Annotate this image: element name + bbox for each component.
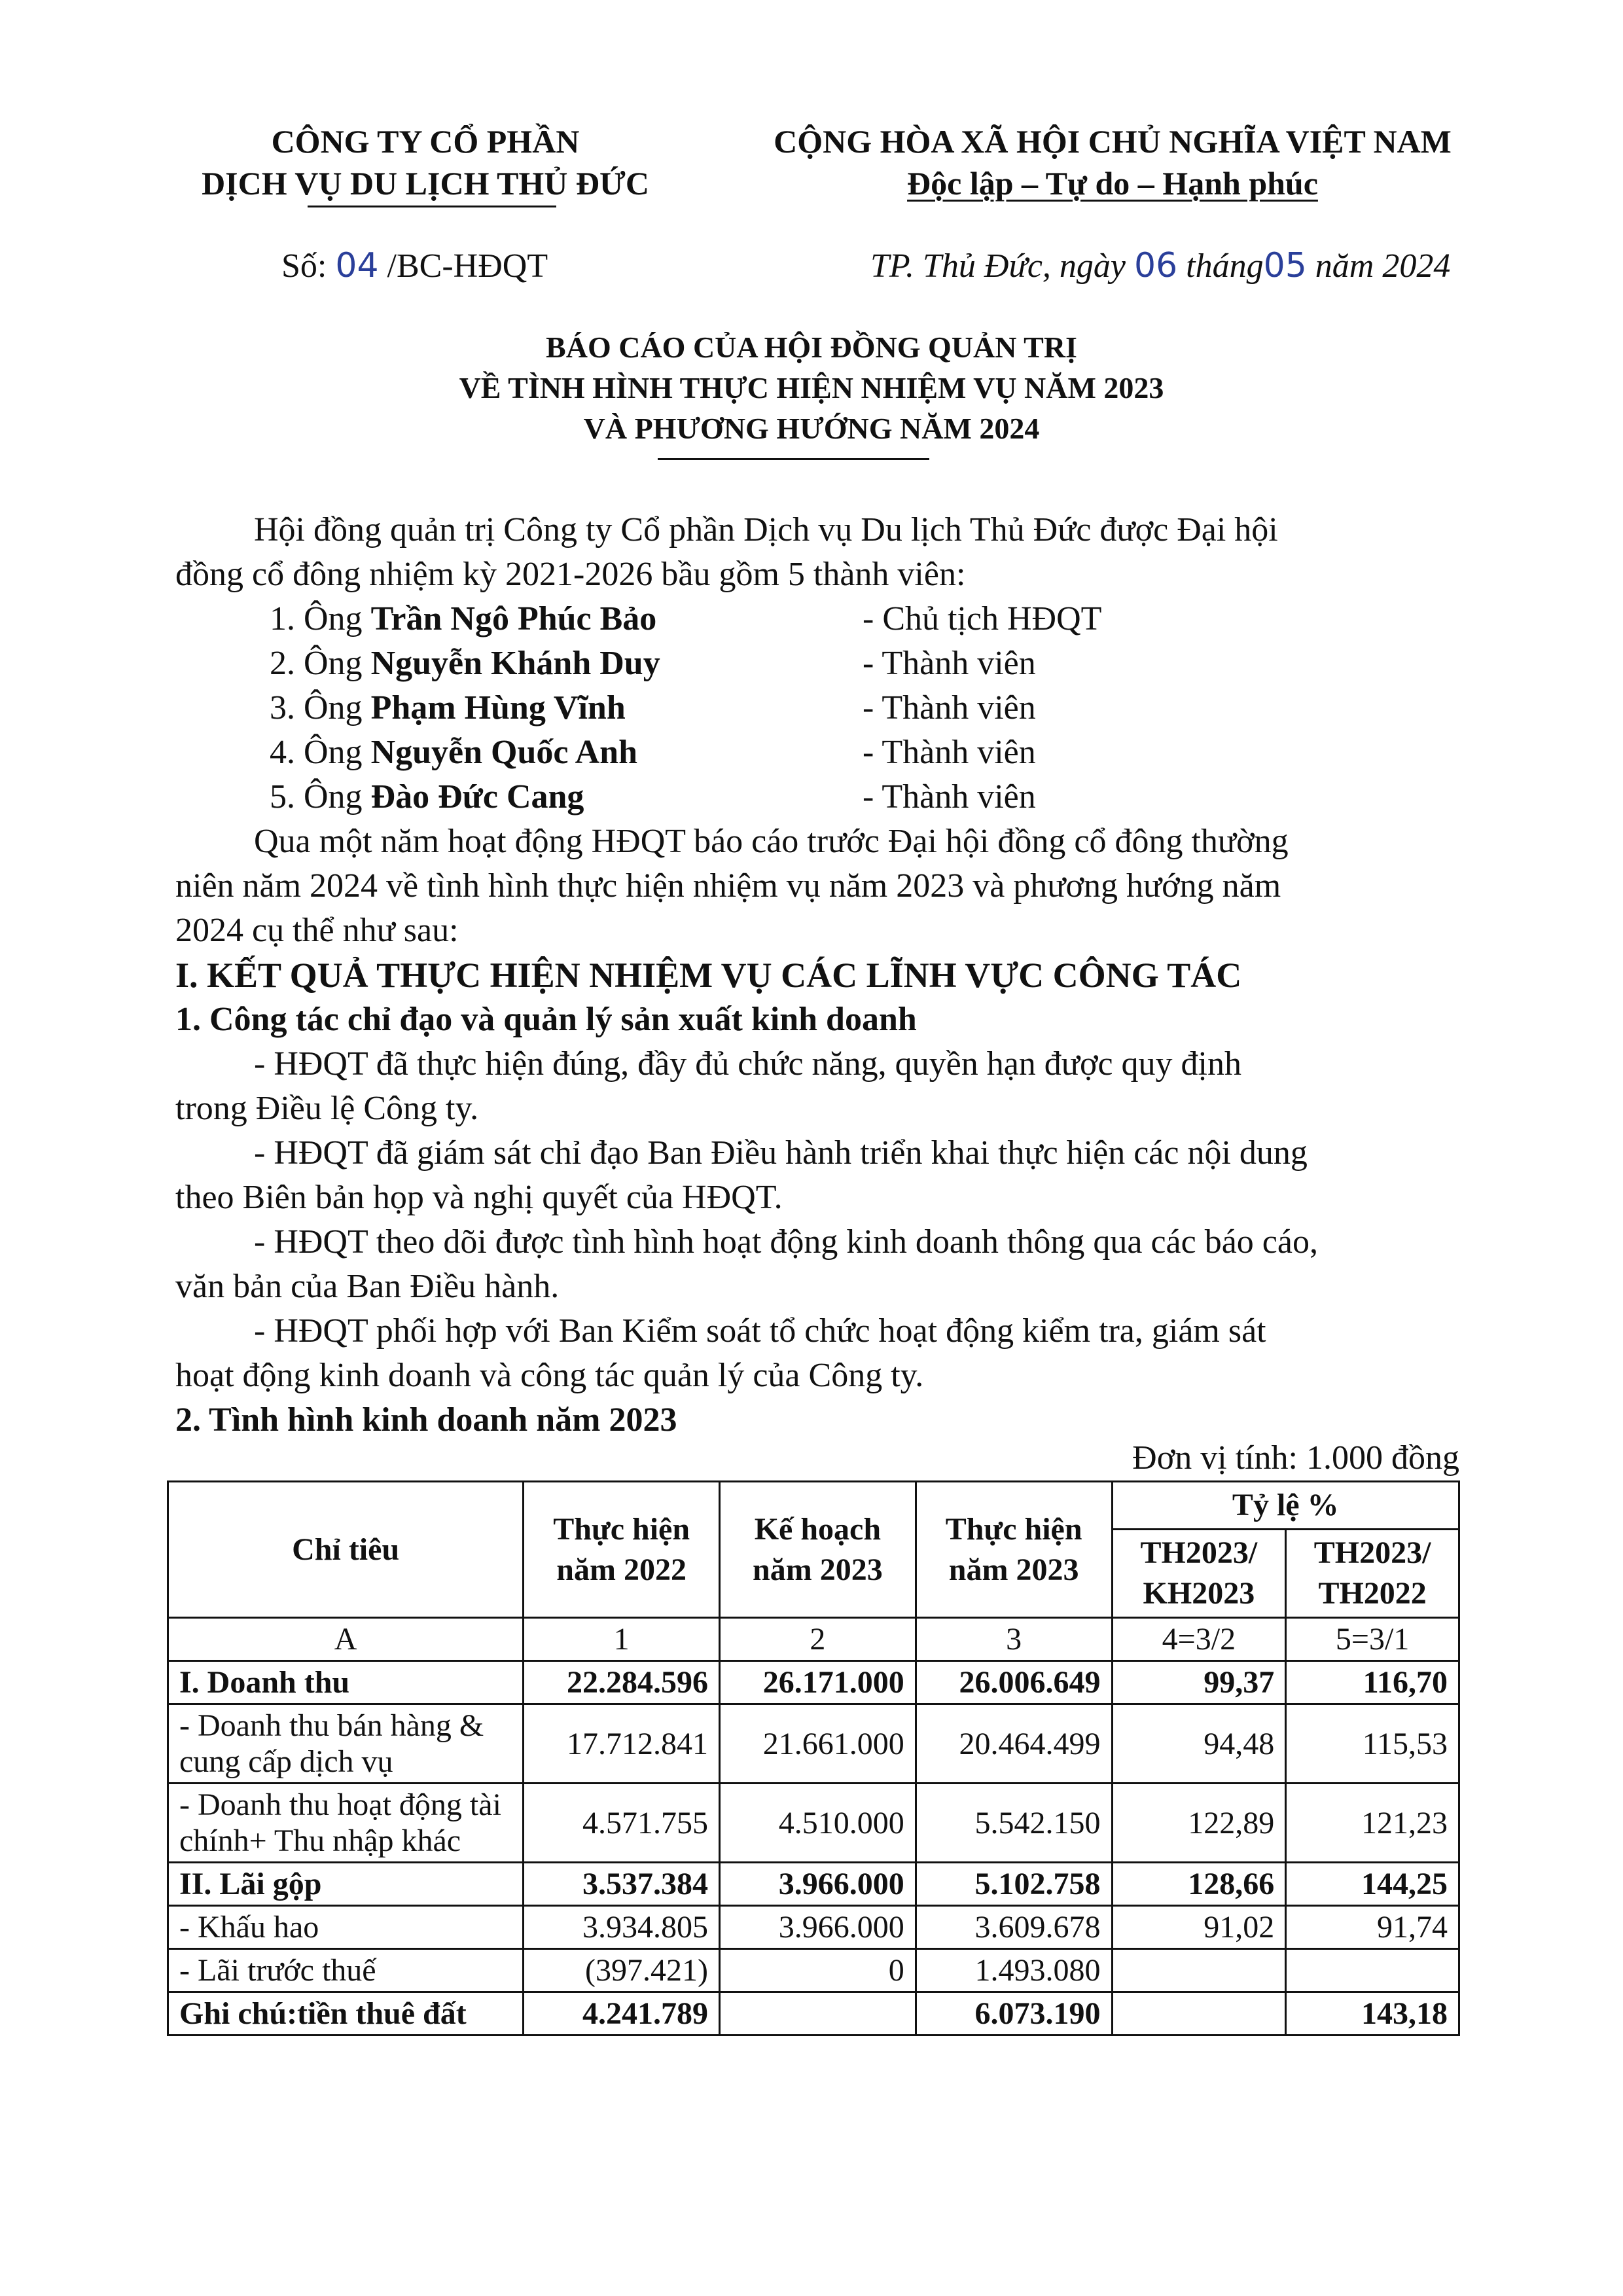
section-1-heading: I. KẾT QUẢ THỰC HIỆN NHIỆM VỤ CÁC LĨNH VỰC CÔNG TÁC: [175, 956, 1242, 995]
company-underline: [308, 206, 556, 207]
col-header-th2022: Thực hiện năm 2022: [524, 1482, 720, 1618]
member-1: 1. Ông Trần Ngô Phúc Bảo: [270, 600, 657, 637]
date-month-handwritten: 05: [1263, 246, 1307, 285]
col-header-ratio-2: TH2023/ TH2022: [1286, 1530, 1459, 1618]
col-header-ratio-1: TH2023/ KH2023: [1112, 1530, 1286, 1618]
member-5: 5. Ông Đào Đức Cang: [270, 778, 584, 816]
company-name: [157, 120, 694, 204]
doc-number-handwritten: 04: [335, 246, 379, 285]
national-motto: [700, 120, 1525, 204]
business-results-table: [167, 1480, 1460, 2036]
doc-number: Số: 04 /BC-HĐQT: [281, 246, 548, 285]
index-row: A 1 2 3 4=3/2 5=3/1: [168, 1618, 1459, 1661]
date-day-handwritten: 06: [1133, 246, 1178, 285]
bullet-list: - HĐQT đã thực hiện đúng, đầy đủ chức năng, quyền hạn được quy định trong Điều lệ Công ty. - HĐQT đã giám sát chỉ đạo Ban Điều hành triển khai thực hiện các nội dung theo Biên bản họp và nghị quyết của HĐQT. - HĐQT theo dõi được tình hình hoạt động kinh doanh thông qua các báo cáo, văn bản của Ban Điều hành. - HĐQT phối hợp với Ban Kiểm soát tổ chức hoạt động kiểm tra, giám sát hoạt động kinh doanh và công tác quản lý của Công ty.: [175, 1045, 1318, 1394]
unit-note: Đơn vị tính: 1.000 đồng: [1132, 1439, 1459, 1477]
col-header-tyle: Tỷ lệ %: [1112, 1482, 1459, 1530]
member-4: 4. Ông Nguyễn Quốc Anh: [270, 734, 638, 771]
member-2: 2. Ông Nguyễn Khánh Duy: [270, 645, 660, 682]
report-title: BÁO CÁO CỦA HỘI ĐỒNG QUẢN TRỊ VỀ TÌNH HÌNH THỰC HIỆN NHIỆM VỤ NĂM 2023 VÀ PHƯƠNG HƯỚNG NĂM 2024: [459, 331, 1164, 445]
col-header-chitieu: Chỉ tiêu: [168, 1482, 524, 1618]
member-5-role: - Thành viên: [863, 778, 1036, 816]
member-3: 3. Ông Phạm Hùng Vĩnh: [270, 689, 626, 726]
company-line-1: CÔNG TY CỔ PHẦN: [271, 123, 580, 160]
member-4-role: - Thành viên: [863, 734, 1036, 771]
col-header-th2023: Thực hiện năm 2023: [916, 1482, 1112, 1618]
table-row: II. Lãi gộp 3.537.384 3.966.000 5.102.758 128,66 144,25: [168, 1863, 1459, 1906]
doc-date: TP. Thủ Đức, ngày 06 tháng05 năm 2024: [870, 246, 1451, 285]
member-3-role: - Thành viên: [863, 689, 1036, 726]
intro-paragraph: Hội đồng quản trị Công ty Cổ phần Dịch vụ Du lịch Thủ Đức được Đại hội đồng cổ đông nhiệm kỳ 2021-2026 bầu gồm 5 thành viên:: [175, 511, 1278, 593]
table-row: - Khấu hao 3.934.805 3.966.000 3.609.678 91,02 91,74: [168, 1906, 1459, 1949]
nation-line-2: Độc lập – Tự do – Hạnh phúc: [907, 165, 1318, 202]
summary-paragraph: Qua một năm hoạt động HĐQT báo cáo trước Đại hội đồng cổ đông thường niên năm 2024 về tình hình thực hiện nhiệm vụ năm 2023 và phương hướng năm 2024 cụ thể như sau:: [175, 823, 1289, 949]
nation-line-1: CỘNG HÒA XÃ HỘI CHỦ NGHĨA VIỆT NAM: [774, 123, 1452, 160]
company-line-2: DỊCH VỤ DU LỊCH THỦ ĐỨC: [202, 165, 649, 202]
member-2-role: - Thành viên: [863, 645, 1036, 682]
col-header-kh2023: Kế hoạch năm 2023: [720, 1482, 916, 1618]
table-row: I. Doanh thu 22.284.596 26.171.000 26.006.649 99,37 116,70: [168, 1661, 1459, 1704]
member-1-role: - Chủ tịch HĐQT: [863, 600, 1102, 637]
subsection-1-heading: 1. Công tác chỉ đạo và quản lý sản xuất kinh doanh: [175, 1001, 917, 1038]
table-row: Ghi chú:tiền thuê đất 4.241.789 6.073.190 143,18: [168, 1992, 1459, 2036]
table-row: - Doanh thu bán hàng & cung cấp dịch vụ 17.712.841 21.661.000 20.464.499 94,48 115,53: [168, 1704, 1459, 1784]
title-underline: [658, 458, 929, 460]
table-row: - Lãi trước thuế (397.421) 0 1.493.080: [168, 1949, 1459, 1992]
subsection-2-heading: 2. Tình hình kinh doanh năm 2023: [175, 1401, 677, 1439]
table-row: - Doanh thu hoạt động tài chính+ Thu nhập khác 4.571.755 4.510.000 5.542.150 122,89 121,23: [168, 1784, 1459, 1863]
